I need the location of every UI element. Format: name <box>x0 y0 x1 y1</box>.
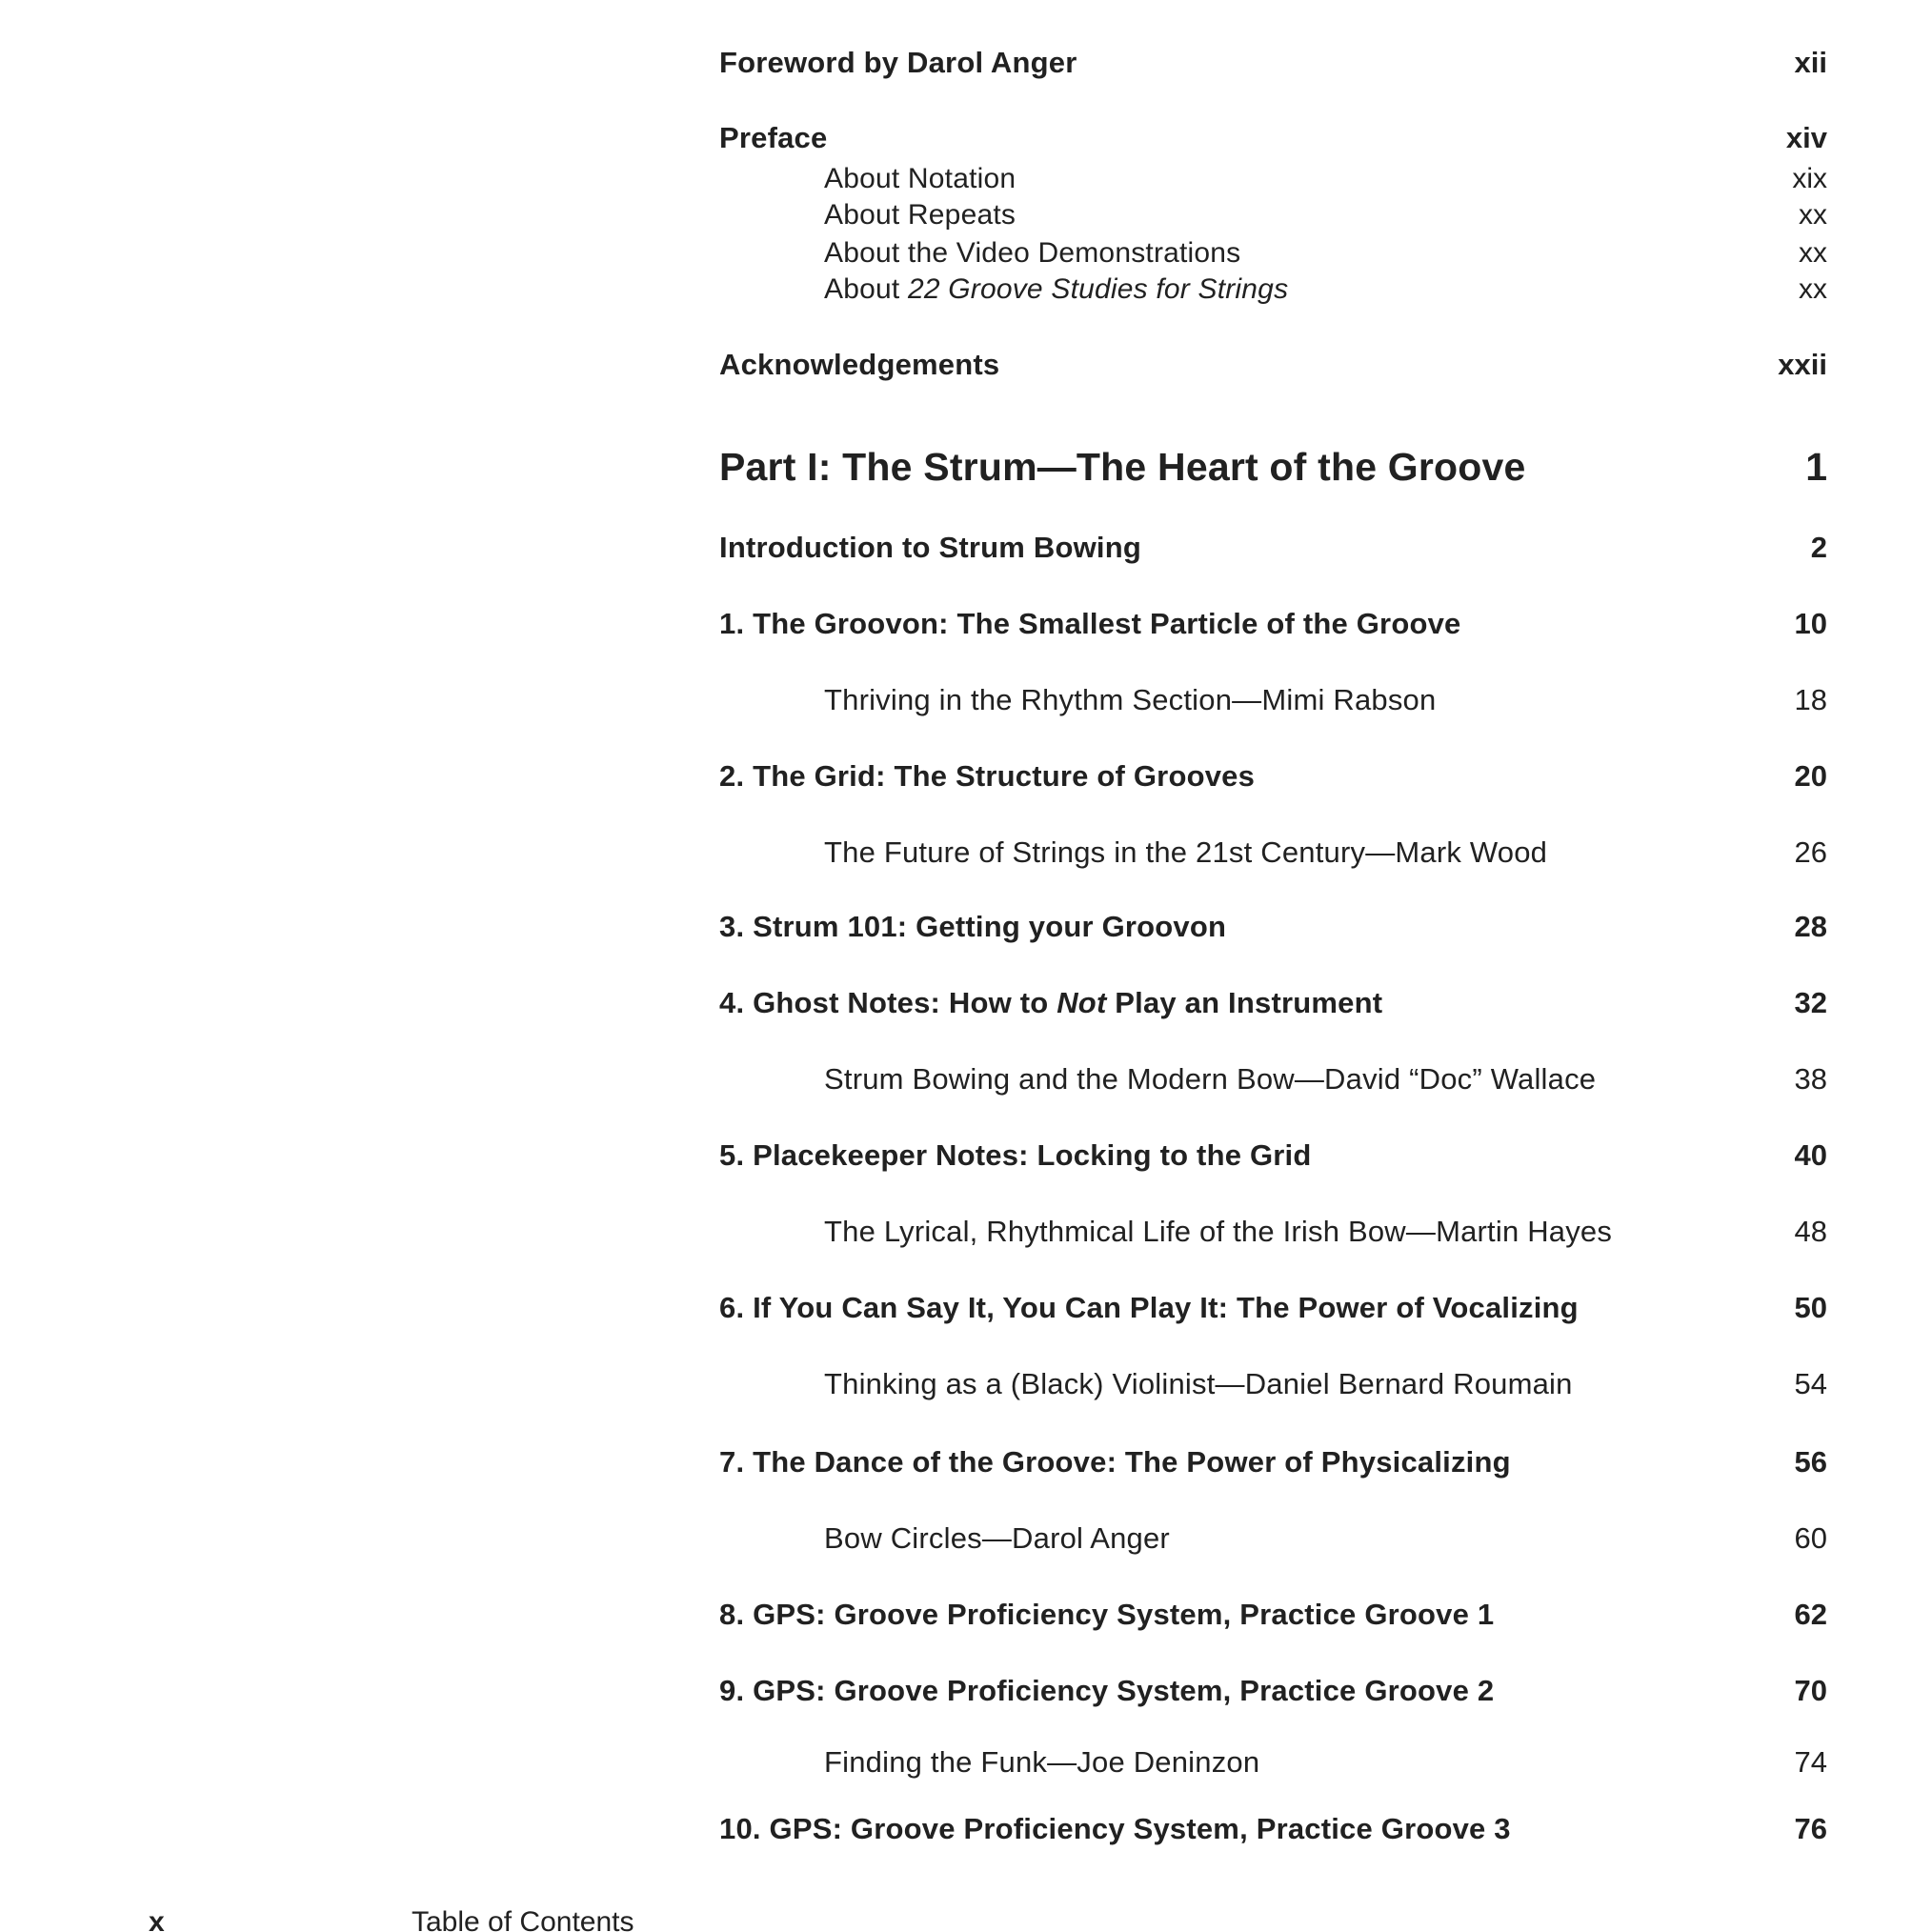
toc-interlude-entry <box>719 1363 1827 1405</box>
toc-entry-title: 10. GPS: Groove Proficiency System, Practice Groove 3 <box>719 1812 1511 1845</box>
toc-entry-title: About Notation <box>824 163 1016 194</box>
toc-interlude-entry <box>719 1741 1827 1783</box>
toc-entry-title: Thinking as a (Black) Violinist—Daniel Bernard Roumain <box>824 1367 1573 1400</box>
toc-entry-title: 7. The Dance of the Groove: The Power of Physicalizing <box>719 1445 1511 1479</box>
toc-entry-page-number: 70 <box>1794 1674 1827 1707</box>
toc-entry <box>719 1441 1827 1483</box>
toc-entry-page-number: 50 <box>1794 1291 1827 1324</box>
toc-entry-page-number: 1 <box>1805 445 1827 489</box>
toc-part-heading <box>719 440 1827 493</box>
toc-entry-title: The Future of Strings in the 21st Century—Mark Wood <box>824 835 1548 869</box>
toc-entry-title: About the Video Demonstrations <box>824 237 1241 269</box>
toc-entry-page-number: 40 <box>1794 1138 1827 1172</box>
toc-entry-title: 5. Placekeeper Notes: Locking to the Grid <box>719 1138 1312 1172</box>
toc-entry <box>719 344 1827 386</box>
toc-entry-page-number: 62 <box>1794 1598 1827 1631</box>
toc-entry-page-number: 54 <box>1794 1367 1827 1400</box>
toc-entry-page-number: 26 <box>1794 835 1827 869</box>
toc-entry-page-number: xii <box>1794 46 1827 79</box>
toc-entry-title: Thriving in the Rhythm Section—Mimi Rabson <box>824 683 1437 716</box>
toc-entry-page-number: xx <box>1799 199 1827 231</box>
toc-entry <box>719 42 1827 84</box>
toc-entry-page-number: xx <box>1799 237 1827 269</box>
toc-entry-page-number: xxii <box>1778 348 1827 381</box>
toc-entry <box>719 1135 1827 1177</box>
toc-entry-page-number: xix <box>1792 163 1827 194</box>
toc-entry-page-number: 20 <box>1794 759 1827 793</box>
toc-entry-page-number: 2 <box>1810 531 1827 564</box>
toc-entry-title: About 22 Groove Studies for Strings <box>824 273 1289 305</box>
toc-subentry <box>719 196 1827 234</box>
toc-entry-page-number: 76 <box>1794 1812 1827 1845</box>
footer-section-label: Table of Contents <box>412 1906 634 1932</box>
toc-interlude-entry <box>719 832 1827 874</box>
toc-entry-title: About Repeats <box>824 199 1016 231</box>
toc-entry-title: Part I: The Strum—The Heart of the Groove <box>719 445 1526 489</box>
toc-entry-title: Finding the Funk—Joe Deninzon <box>824 1745 1260 1779</box>
toc-entry-page-number: 10 <box>1794 607 1827 640</box>
toc-entry <box>719 1808 1827 1850</box>
toc-entry-title: 4. Ghost Notes: How to Not Play an Instrument <box>719 986 1383 1019</box>
toc-entry-title: The Lyrical, Rhythmical Life of the Irish Bow—Martin Hayes <box>824 1215 1613 1248</box>
toc-entry <box>719 527 1827 569</box>
toc-entry-page-number: 74 <box>1794 1745 1827 1779</box>
toc-interlude-entry <box>719 1518 1827 1560</box>
toc-entry <box>719 1287 1827 1329</box>
toc-entry <box>719 755 1827 797</box>
toc-entry-title: Bow Circles—Darol Anger <box>824 1521 1170 1555</box>
toc-entry-title: Strum Bowing and the Modern Bow—David “Doc” Wallace <box>824 1062 1597 1096</box>
toc-entry-page-number: xiv <box>1785 121 1827 154</box>
toc-entry <box>719 1670 1827 1712</box>
toc-entry-title: Introduction to Strum Bowing <box>719 531 1141 564</box>
toc-entry-page-number: 48 <box>1794 1215 1827 1248</box>
toc-subentry <box>719 160 1827 198</box>
toc-entry-title: 2. The Grid: The Structure of Grooves <box>719 759 1256 793</box>
toc-entry-title: 1. The Groovon: The Smallest Particle of the Groove <box>719 607 1461 640</box>
toc-entry-title: Foreword by Darol Anger <box>719 46 1077 79</box>
toc-entry-page-number: 18 <box>1794 683 1827 716</box>
toc-entry-title: 3. Strum 101: Getting your Groovon <box>719 910 1227 943</box>
toc-entry-page-number: xx <box>1799 273 1827 305</box>
toc-entry-title: 9. GPS: Groove Proficiency System, Practice Groove 2 <box>719 1674 1495 1707</box>
toc-entry <box>719 117 1827 159</box>
toc-entry-page-number: 28 <box>1794 910 1827 943</box>
toc-interlude-entry <box>719 1058 1827 1100</box>
toc-entry-page-number: 60 <box>1794 1521 1827 1555</box>
toc-entry-page-number: 38 <box>1794 1062 1827 1096</box>
footer-page-number: x <box>149 1906 165 1932</box>
toc-entry <box>719 1594 1827 1636</box>
toc-subentry <box>719 271 1827 309</box>
toc-entry-title: Preface <box>719 121 828 154</box>
toc-entry <box>719 603 1827 645</box>
toc-entry-page-number: 32 <box>1794 986 1827 1019</box>
toc-interlude-entry <box>719 1211 1827 1253</box>
toc-interlude-entry <box>719 679 1827 721</box>
toc-entry-title: 8. GPS: Groove Proficiency System, Practice Groove 1 <box>719 1598 1495 1631</box>
toc-entry-title: 6. If You Can Say It, You Can Play It: The Power of Vocalizing <box>719 1291 1579 1324</box>
toc-entry-title: Acknowledgements <box>719 348 1000 381</box>
toc-subentry <box>719 234 1827 272</box>
toc-entry <box>719 982 1827 1024</box>
toc-entry-page-number: 56 <box>1794 1445 1827 1479</box>
toc-entry <box>719 906 1827 948</box>
